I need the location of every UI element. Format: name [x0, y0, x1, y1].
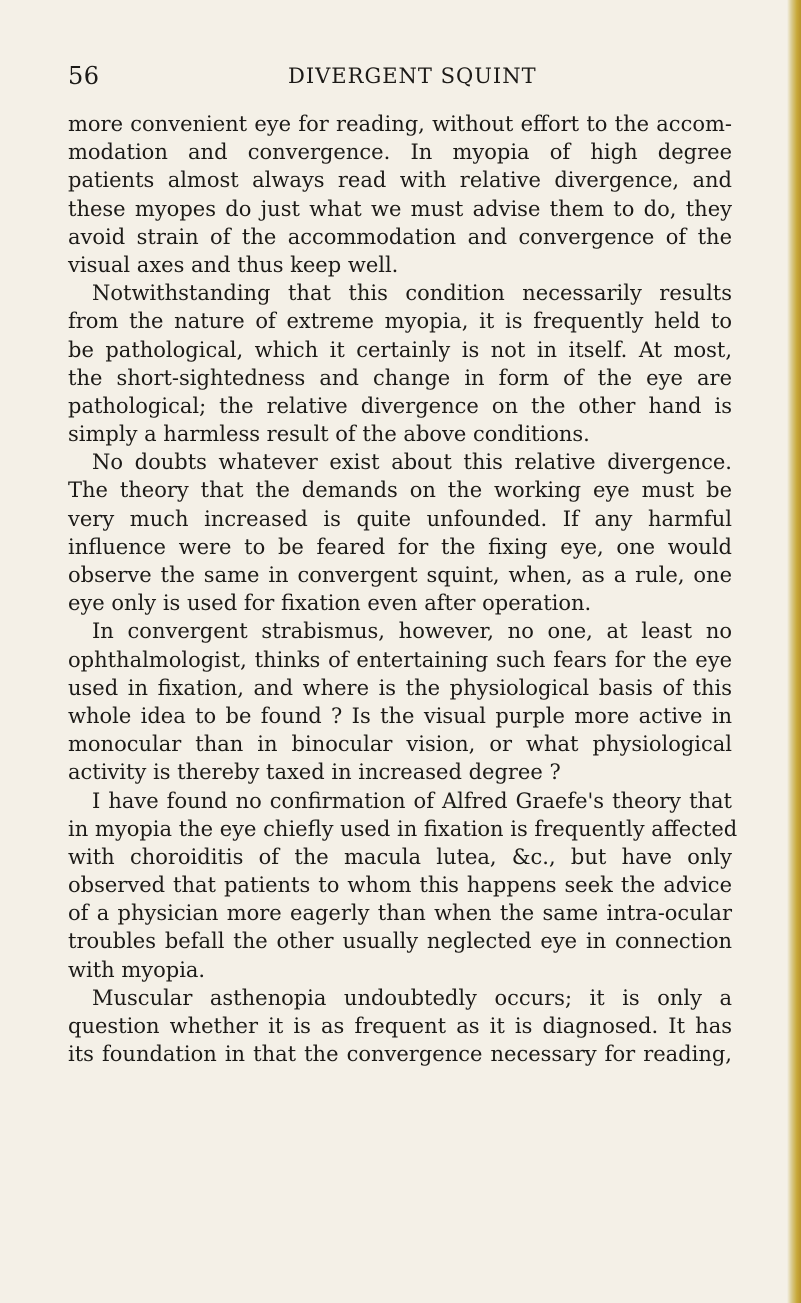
text-line: I have found no confirmation of Alfred Graefe's theory that — [92, 788, 732, 813]
running-title: DIVERGENT SQUINT — [288, 64, 537, 88]
text-line: used in fixation, and where is the physiological basis of this — [68, 675, 732, 700]
text-line: more convenient eye for reading, without effort to the accom- — [68, 112, 732, 136]
text-line: question whether it is as frequent as it is diagnosed. It has — [68, 1014, 732, 1038]
text-line: avoid strain of the accommodation and convergence of the — [68, 224, 732, 249]
text-line: observe the same in convergent squint, when, as a rule, one — [68, 563, 732, 587]
text-line: Muscular asthenopia undoubtedly occurs; it is only a — [92, 985, 732, 1010]
text-line: in myopia the eye chiefly used in fixation is frequently affected — [68, 816, 738, 841]
paragraph — [68, 448, 732, 617]
text-line: simply a harmless result of the above conditions. — [68, 422, 590, 447]
text-line: with choroiditis of the macula lutea, &c., but have only — [68, 844, 732, 869]
text-line: influence were to be feared for the fixing eye, one would — [68, 534, 732, 559]
text-line: ophthalmologist, thinks of entertaining such fears for the eye — [68, 647, 732, 672]
text-line: observed that patients to whom this happens seek the advice — [68, 873, 732, 898]
text-line: In convergent strabismus, however, no one, at least no — [92, 619, 732, 644]
text-line: troubles befall the other usually neglected eye in connection — [68, 929, 732, 954]
text-line: visual axes and thus keep well. — [68, 252, 399, 277]
text-line: eye only is used for fixation even after operation. — [68, 591, 592, 616]
page-edge — [787, 0, 801, 1303]
text-line: of a physician more eagerly than when the same intra-ocular — [68, 901, 732, 926]
paragraph — [68, 617, 732, 786]
text-line: with myopia. — [68, 957, 206, 982]
text-line: its foundation in that the convergence necessary for reading, — [68, 1042, 732, 1067]
body-text — [68, 110, 738, 1068]
text-line: Notwithstanding that this condition necessarily results — [92, 281, 732, 306]
text-line: these myopes do just what we must advise them to do, they — [68, 196, 732, 221]
text-line: the short-sightedness and change in form of the eye are — [68, 365, 732, 390]
text-line: monocular than in binocular vision, or what physiological — [68, 732, 732, 757]
text-line: be pathological, which it certainly is not in itself. At most, — [68, 337, 732, 362]
text-line: from the nature of extreme myopia, it is frequently held to — [68, 309, 732, 334]
text-line: pathological; the relative divergence on the other hand is — [68, 393, 732, 418]
paragraph — [68, 787, 738, 984]
paragraph — [68, 110, 732, 279]
text-line: The theory that the demands on the working eye must be — [68, 478, 732, 503]
text-line: activity is thereby taxed in increased degree ? — [68, 760, 561, 785]
running-head — [0, 62, 801, 92]
text-line: patients almost always read with relative divergence, and — [68, 168, 732, 193]
page-number: 56 — [68, 62, 100, 90]
text-line: No doubts whatever exist about this relative divergence. — [92, 450, 732, 475]
text-line: whole idea to be found ? Is the visual purple more active in — [68, 703, 732, 728]
text-line: modation and convergence. In myopia of high degree — [68, 140, 732, 165]
paragraph — [68, 279, 732, 448]
paragraph — [68, 984, 732, 1069]
text-line: very much increased is quite unfounded. If any harmful — [68, 506, 732, 531]
